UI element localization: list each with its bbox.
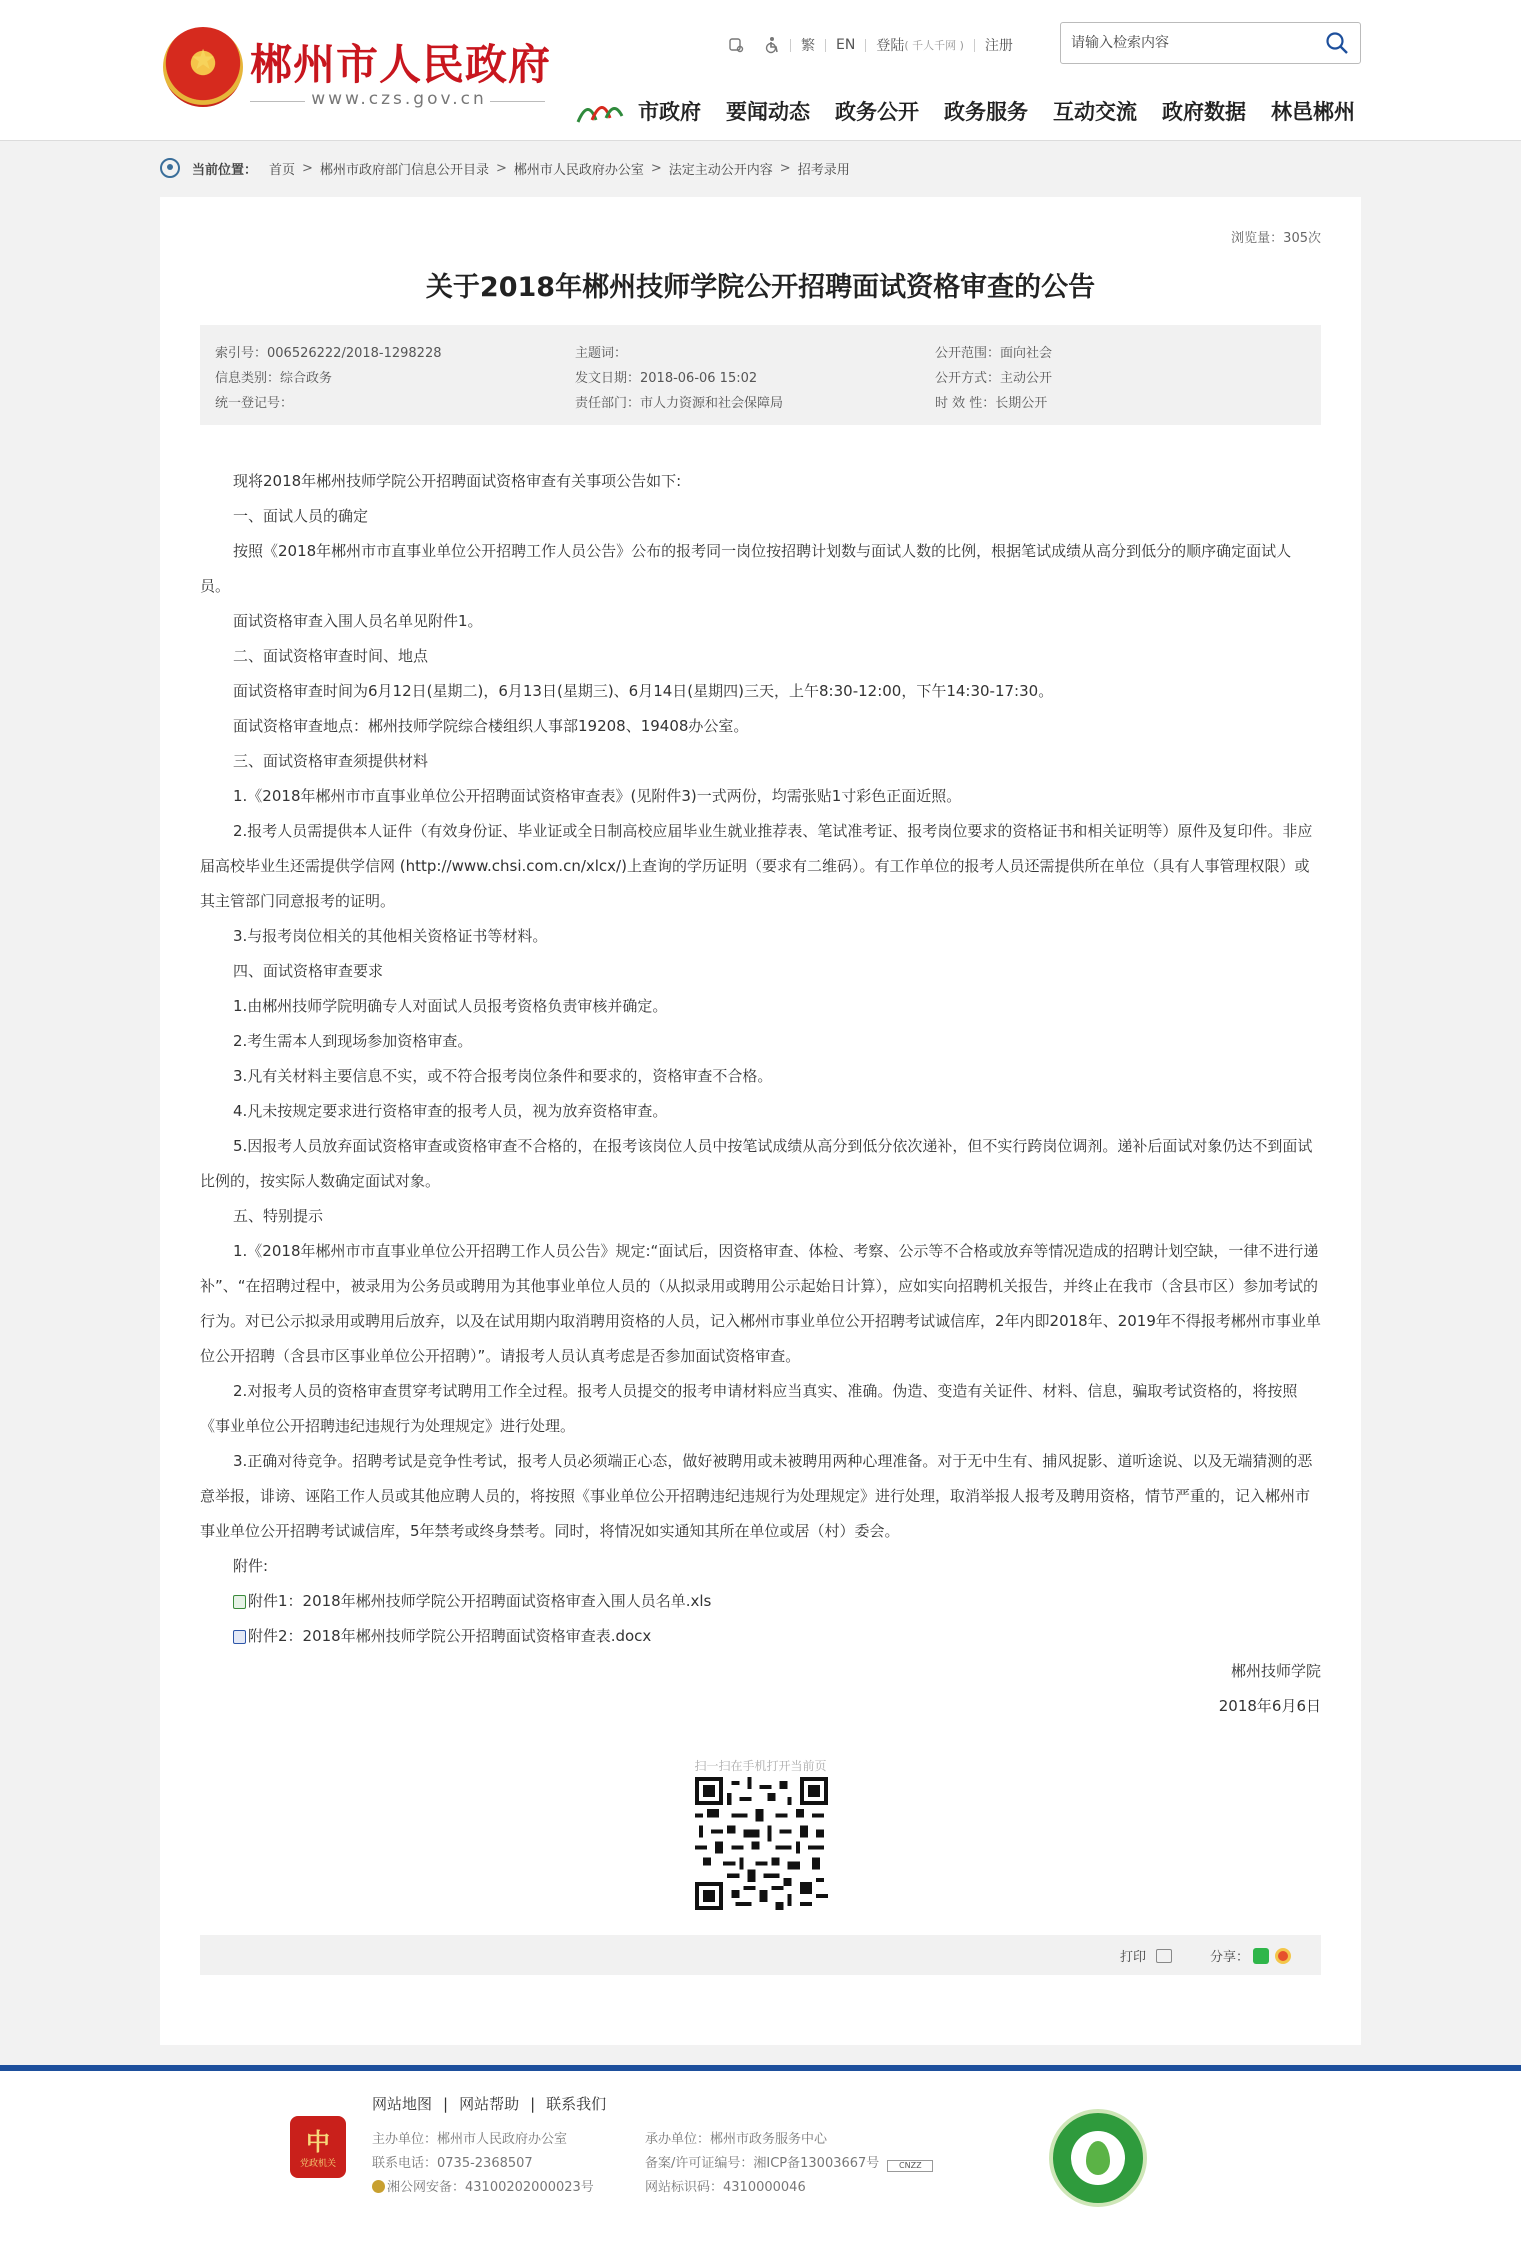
weibo-share-icon[interactable]: [1275, 1948, 1291, 1964]
site-footer: [0, 2065, 1521, 2245]
paragraph: 1.由郴州技师学院明确专人对面试人员报考资格负责审核并确定。: [233, 997, 668, 1015]
breadcrumb-label: 当前位置：: [192, 162, 258, 178]
share-toolbar: [200, 1935, 1321, 1975]
paragraph: 1.《2018年郴州市市直事业单位公开招聘工作人员公告》规定:“面试后，因资格审查、体检、考察、公示等不合格或放弃等情况造成的招聘计划空缺，一律不进行递补”、“在招聘过程中，被录用为公务员或聘用为其他事业单位人员的（从拟录用或聘用公示起始日计算），应如实向招聘机关报告，并终止在我市（含县市区）参加考试的行为。对已公示拟录用或聘用后放弃，以及在试用期内取消聘用资格的人员，记入郴州市事业单位公开招聘考试诚信库，2年内即2018年、2019年不得报考郴州市事业单位公开招聘（含县市区事业单位公开招聘）”。请报考人员认真考虑是否参加面试资格审查。: [200, 1242, 1321, 1365]
section-heading: 五、特别提示: [233, 1207, 324, 1225]
nav-item-gov-data[interactable]: 政府数据: [1162, 100, 1246, 124]
paragraph: 面试资格审查入围人员名单见附件1。: [233, 612, 483, 630]
police-badge-icon: [372, 2180, 385, 2193]
view-count: 浏览量：305次: [1231, 231, 1321, 246]
paragraph: 3.正确对待竞争。招聘考试是竞争性考试，报考人员必须端正心态，做好被聘用或未被聘用两种心理准备。对于无中生有、捕风捉影、道听途说、以及无端猜测的恶意举报，诽谤、诬陷工作人员或其他应聘人员的，将按照《事业单位公开招聘违纪违规行为处理规定》进行处理，取消举报人报考及聘用资格，情节严重的，记入郴州市事业单位公开招聘考试诚信库，5年禁考或终身禁考。同时，将情况如实通知其所在单位或居（村）委会。: [200, 1452, 1313, 1540]
footer-police-record[interactable]: [372, 2176, 594, 2195]
breadcrumb-item[interactable]: 郴州市人民政府办公室: [513, 162, 644, 178]
printer-icon: [1156, 1949, 1172, 1963]
excel-file-icon: [233, 1595, 246, 1609]
meta-scope: 公开范围：面向社会: [935, 346, 1053, 361]
meta-row: [215, 339, 1306, 364]
footer-icp[interactable]: [645, 2152, 933, 2172]
paragraph: 2.对报考人员的资格审查贯穿考试聘用工作全过程。报考人员提交的报考申请材料应当真实、准确。伪造、变造有关证件、材料、信息，骗取考试资格的，将按照《事业单位公开招聘违纪违规行为处理规定》进行处理。: [200, 1382, 1298, 1435]
nav-item-linyi-chenzhou[interactable]: 林邑郴州: [1271, 100, 1355, 124]
article-title: 关于2018年郴州技师学院公开招聘面试资格审查的公告: [425, 272, 1096, 303]
meta-keywords: 主题词：: [575, 346, 628, 361]
paragraph: 1.《2018年郴州市市直事业单位公开招聘面试资格审查表》(见附件3)一式两份，均需张贴1寸彩色正面近照。: [233, 787, 962, 805]
footer-link-help[interactable]: 网站帮助: [459, 2095, 520, 2113]
top-links: [718, 34, 1023, 56]
print-label: 打印: [1120, 1950, 1147, 1965]
wechat-share-icon[interactable]: [1253, 1948, 1269, 1964]
article-body: [200, 464, 1321, 1724]
accessibility-link[interactable]: [754, 36, 790, 54]
footer-links: [372, 2093, 606, 2114]
footer-phone: 联系电话：0735-2368507: [372, 2156, 533, 2171]
nav-logo-icon: [574, 92, 626, 128]
share-label: 分享：: [1210, 1950, 1250, 1965]
section-heading: 一、面试人员的确定: [233, 507, 369, 525]
nav-item-interaction[interactable]: 互动交流: [1053, 100, 1137, 124]
cnzz-badge-icon[interactable]: CNZZ: [887, 2160, 933, 2172]
paragraph: 2.考生需本人到现场参加资格审查。: [233, 1032, 473, 1050]
paragraph: 4.凡未按规定要求进行资格审查的报考人员，视为放弃资格审查。: [233, 1102, 668, 1120]
section-heading: 四、面试资格审查要求: [233, 962, 384, 980]
party-badge-label: 党政机关: [299, 2159, 336, 2169]
footer-link-contact[interactable]: 联系我们: [546, 2095, 607, 2113]
party-gov-badge-icon[interactable]: [290, 2116, 346, 2178]
qr-code-icon: [695, 1777, 828, 1910]
nav-item-city-government[interactable]: 市政府: [638, 100, 701, 124]
nav-item-gov-services[interactable]: 政务服务: [944, 100, 1028, 124]
sign-date: 2018年6月6日: [1218, 1697, 1321, 1715]
civilized-city-badge-icon[interactable]: [1049, 2109, 1147, 2207]
signer: 郴州技师学院: [1230, 1662, 1321, 1680]
breadcrumb-home[interactable]: 首页: [269, 162, 296, 178]
barrier-free-link[interactable]: [718, 37, 754, 53]
paragraph: 面试资格审查时间为6月12日(星期二)，6月13日(星期三)、6月14日(星期四)三天，上午8:30-12:00，下午14:30-17:30。: [233, 682, 1054, 700]
site-header: [0, 0, 1521, 141]
search-box: [1060, 22, 1361, 64]
share-group: [1210, 1946, 1291, 1965]
search-icon[interactable]: [1325, 31, 1349, 55]
footer-link-separator: |: [443, 2094, 449, 2113]
attachment-link-1[interactable]: [233, 1584, 1321, 1619]
national-emblem-icon[interactable]: ★: [163, 27, 243, 107]
meta-publish-date: 发文日期：2018-06-06 15:02: [575, 371, 758, 386]
english-link[interactable]: EN: [836, 37, 856, 53]
login-note: ( 千人千网 ): [904, 39, 964, 52]
footer-organizer: 承办单位：郴州市政务服务中心: [645, 2132, 828, 2147]
police-record-text: 湘公网安备：43100202000023号: [387, 2180, 594, 2195]
breadcrumb: [160, 158, 852, 178]
meta-row: [215, 389, 1306, 414]
badge-glyph: 中: [306, 2128, 330, 2156]
main-nav: [638, 96, 1380, 126]
leaf-icon: [1086, 2141, 1110, 2175]
url-divider-right: [490, 101, 545, 102]
login-label: 登陆: [876, 38, 905, 54]
icp-text: 备案/许可证编号：湘ICP备13003667号: [645, 2156, 880, 2171]
article-card: [160, 197, 1361, 2045]
meta-registration-number: 统一登记号：: [215, 396, 294, 411]
breadcrumb-item[interactable]: 法定主动公开内容: [668, 162, 773, 178]
attachments-label: 附件:: [233, 1557, 269, 1575]
breadcrumb-separator: >: [650, 160, 662, 176]
article-meta: [200, 325, 1321, 425]
section-heading: 三、面试资格审查须提供材料: [233, 752, 429, 770]
paragraph: 现将2018年郴州技师学院公开招聘面试资格审查有关事项公告如下:: [233, 472, 682, 490]
meta-index-number: 索引号：006526222/2018-1298228: [215, 346, 442, 361]
nav-item-gov-disclosure[interactable]: 政务公开: [835, 100, 919, 124]
register-link[interactable]: 注册: [984, 38, 1013, 54]
login-link[interactable]: [866, 35, 974, 55]
paragraph: 5.因报考人员放弃面试资格审查或资格审查不合格的，在报考该岗位人员中按笔试成绩从高分到低分依次递补，但不实行跨岗位调剂。递补后面试对象仍达不到面试比例的，按实际人数确定面试对象。: [200, 1137, 1313, 1190]
footer-link-separator: |: [530, 2094, 536, 2113]
meta-category: 信息类别：综合政务: [215, 371, 333, 386]
footer-site-code: 网站标识码：4310000046: [645, 2180, 806, 2195]
meta-disclosure-method: 公开方式：主动公开: [935, 371, 1053, 386]
paragraph: 2.报考人员需提供本人证件（有效身份证、毕业证或全日制高校应届毕业生就业推荐表、笔试准考证、报考岗位要求的资格证书和相关证明等）原件及复印件。非应届高校毕业生还需提供学信网 (http://www.chsi.com.cn/xlcx/)上查询的学历证明（要求有二维码）。有工作单位的报考人员还需提供所在单位（具有人事管理权限）或其主管部门同意报考的证明。: [200, 822, 1313, 910]
location-pin-icon: [160, 158, 180, 178]
meta-department: 责任部门：市人力资源和社会保障局: [575, 396, 784, 411]
wheelchair-icon: [764, 36, 780, 54]
qr-caption: 扫一扫在手机打开当前页: [694, 1759, 827, 1773]
paragraph: 3.凡有关材料主要信息不实，或不符合报考岗位条件和要求的，资格审查不合格。: [233, 1067, 773, 1085]
attachment-name: 附件2：2018年郴州技师学院公开招聘面试资格审查表.docx: [248, 1627, 652, 1645]
traditional-chinese-link[interactable]: 繁: [801, 38, 815, 54]
word-file-icon: [233, 1630, 246, 1644]
breadcrumb-separator: >: [779, 160, 791, 176]
breadcrumb-separator: >: [302, 160, 313, 176]
meta-validity: 时 效 性：长期公开: [935, 396, 1048, 411]
paragraph: 3.与报考岗位相关的其他相关资格证书等材料。: [233, 927, 548, 945]
site-url: www.czs.gov.cn: [311, 89, 487, 109]
breadcrumb-item[interactable]: 招考录用: [797, 162, 850, 178]
breadcrumb-separator: >: [495, 160, 507, 176]
print-button[interactable]: [1120, 1946, 1172, 1965]
paragraph: 面试资格审查地点：郴州技师学院综合楼组织人事部19208、19408办公室。: [233, 717, 749, 735]
breadcrumb-item[interactable]: 郴州市政府部门信息公开目录: [319, 162, 489, 178]
barrier-free-icon: [728, 37, 744, 53]
footer-host: 主办单位：郴州市人民政府办公室: [372, 2132, 568, 2147]
attachment-link-2[interactable]: [233, 1619, 1321, 1654]
meta-row: [215, 364, 1306, 389]
site-title[interactable]: 郴州市人民政府: [250, 40, 552, 89]
section-heading: 二、面试资格审查时间、地点: [233, 647, 429, 665]
footer-link-sitemap[interactable]: 网站地图: [372, 2095, 433, 2113]
badge-inner: [1071, 2131, 1125, 2185]
attachment-name: 附件1：2018年郴州技师学院公开招聘面试资格审查入围人员名单.xls: [248, 1592, 712, 1610]
nav-item-news[interactable]: 要闻动态: [726, 100, 810, 124]
paragraph: 按照《2018年郴州市市直事业单位公开招聘工作人员公告》公布的报考同一岗位按招聘计划数与面试人数的比例，根据笔试成绩从高分到低分的顺序确定面试人员。: [200, 542, 1292, 595]
search-input[interactable]: [1071, 32, 1311, 54]
